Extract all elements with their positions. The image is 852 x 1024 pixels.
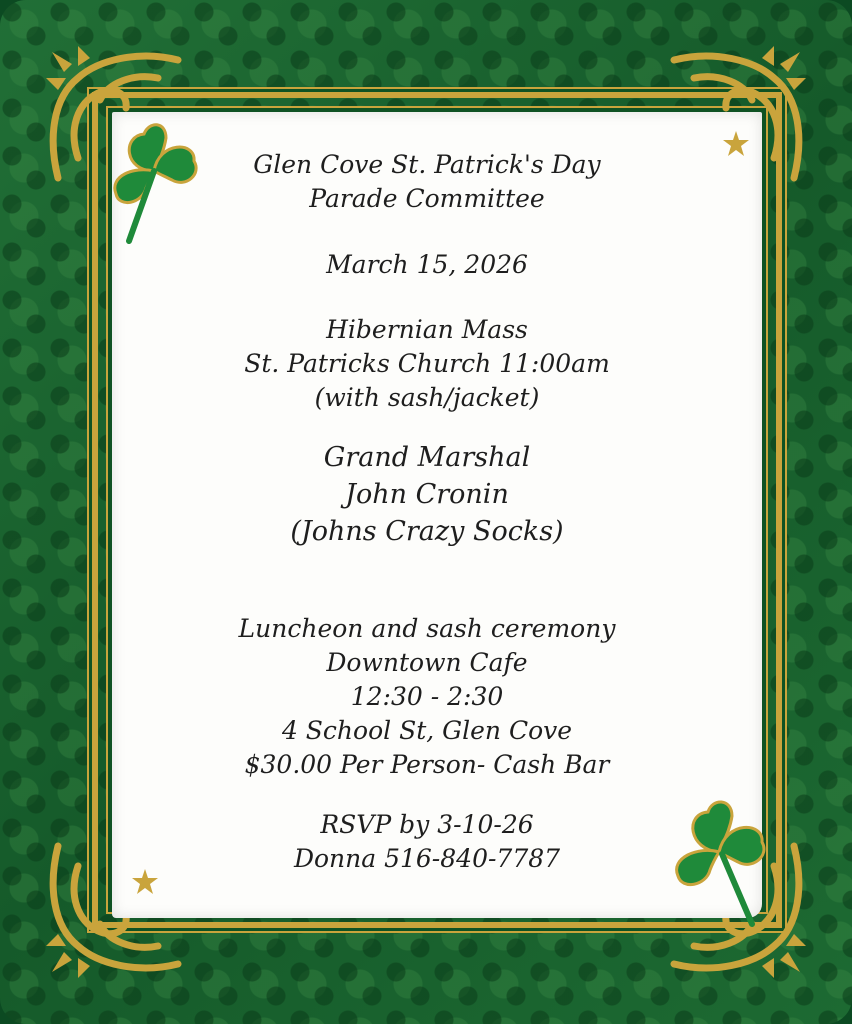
header-block	[112, 148, 742, 216]
header-line: Parade Committee	[309, 184, 545, 213]
date-line: March 15, 2026	[326, 250, 528, 279]
event-date	[112, 248, 742, 282]
luncheon-line: 12:30 - 2:30	[350, 682, 504, 711]
rsvp-line: RSVP by 3-10-26	[320, 810, 534, 839]
luncheon-line: $30.00 Per Person- Cash Bar	[244, 750, 610, 779]
grand-marshal-line: Grand Marshal	[323, 442, 531, 473]
mass-line: St. Patricks Church 11:00am	[244, 349, 610, 378]
mass-line: (with sash/jacket)	[314, 383, 540, 412]
grand-marshal-line: John Cronin	[345, 479, 509, 510]
luncheon-block	[112, 612, 742, 782]
luncheon-line: Downtown Cafe	[326, 648, 528, 677]
mass-line: Hibernian Mass	[326, 315, 528, 344]
header-line: Glen Cove St. Patrick's Day	[253, 150, 601, 179]
grand-marshal-line: (Johns Crazy Socks)	[290, 516, 564, 547]
grand-marshal-block	[112, 439, 742, 550]
rsvp-block	[112, 808, 742, 876]
luncheon-line: Luncheon and sash ceremony	[238, 614, 616, 643]
rsvp-line: Donna 516-840-7787	[293, 844, 561, 873]
mass-block	[112, 313, 742, 415]
luncheon-line: 4 School St, Glen Cove	[281, 716, 573, 745]
